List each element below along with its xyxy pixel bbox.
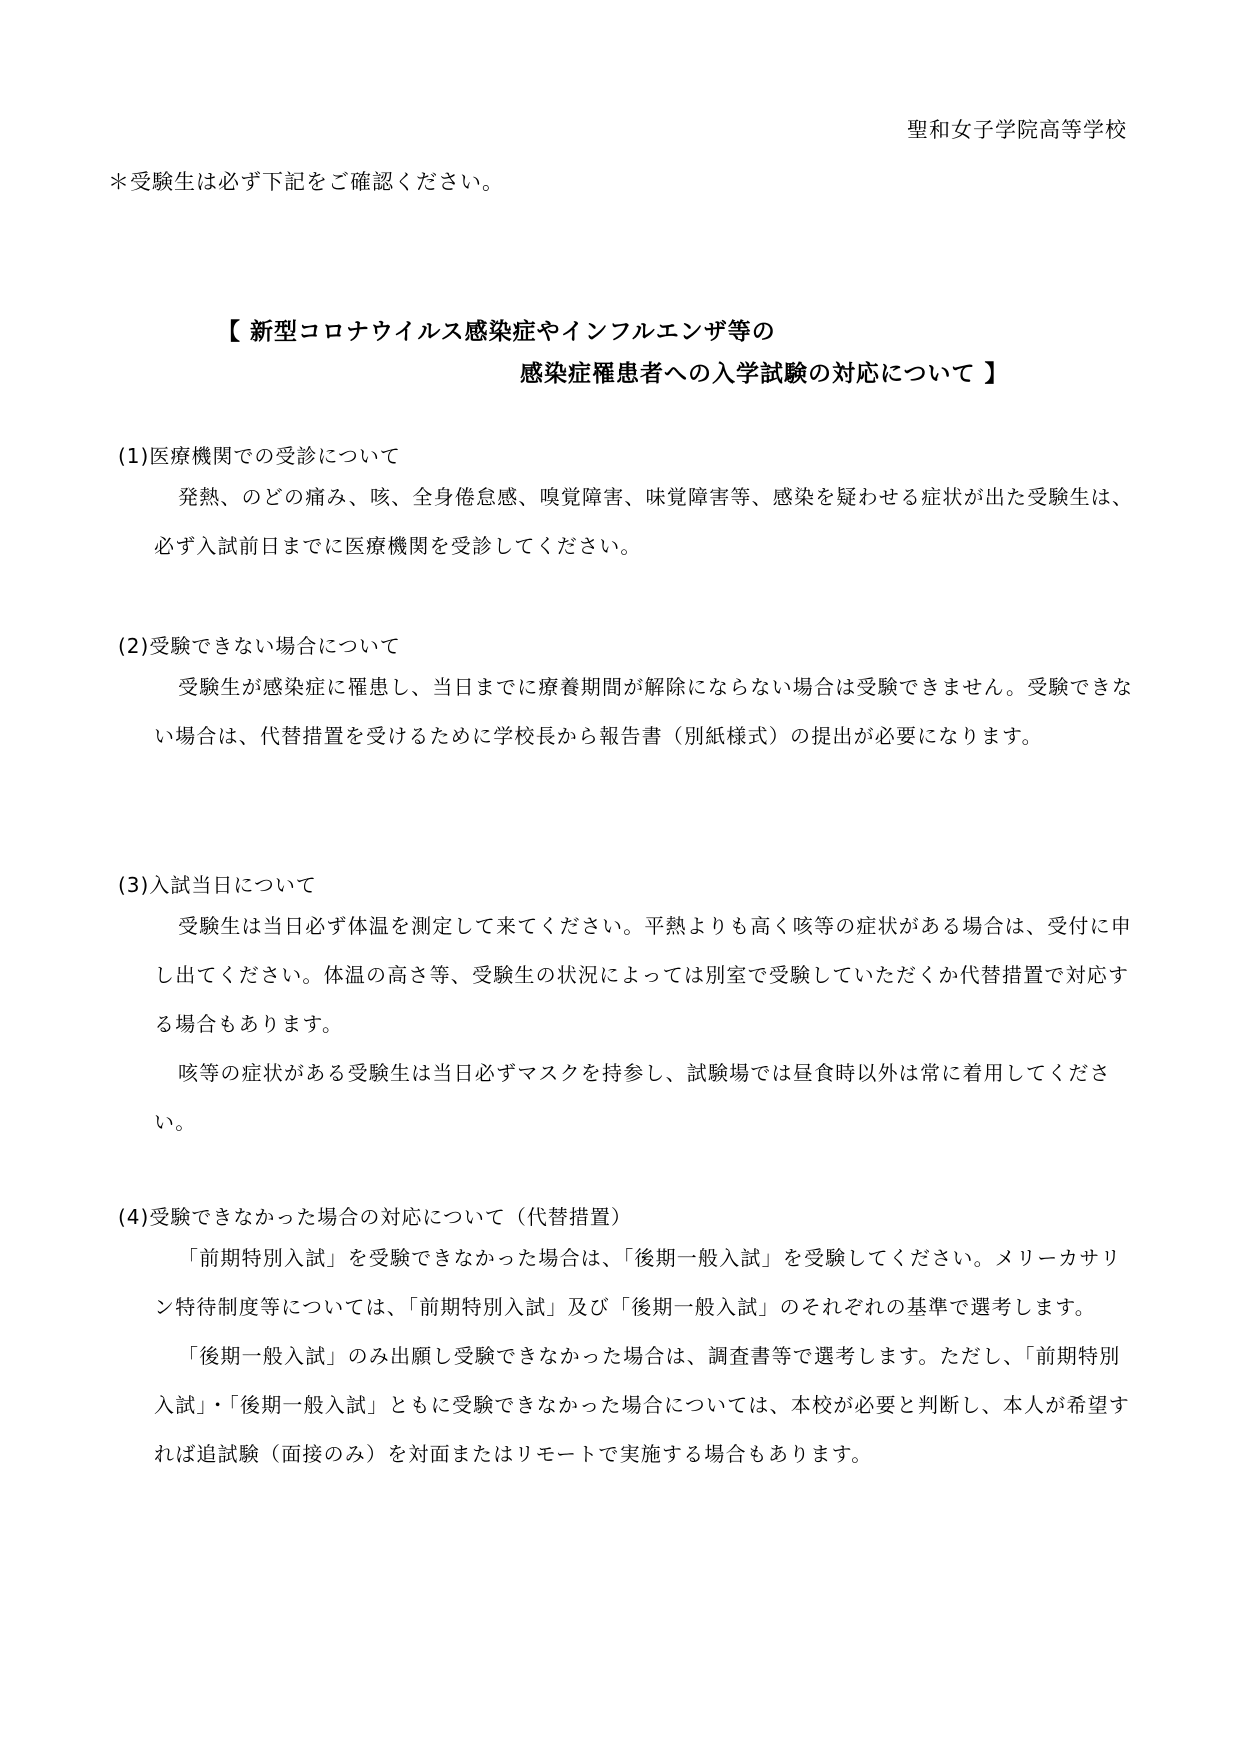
section-paragraph: 受験生は当日必ず体温を測定して来てください。平熱よりも高く咳等の症状がある場合は、受付に申し出てください。体温の高さ等、受験生の状況によっては別室で受験していただくか代替措置で対応する場合もあります。 <box>154 914 1132 1036</box>
section-paragraph: 発熱、のどの痛み、咳、全身倦怠感、嗅覚障害、味覚障害等、感染を疑わせる症状が出た受験生は、必ず入試前日までに医療機関を受診してください。 <box>154 485 1134 558</box>
section-paragraph: 「前期特別入試」を受験できなかった場合は、「後期一般入試」を受験してください。メリーカサリン特待制度等については、「前期特別入試」及び「後期一般入試」のそれぞれの基準で選考します。 <box>154 1246 1122 1319</box>
section-alternative-measures <box>118 1202 1138 1499</box>
section-exam-day <box>118 870 1138 1167</box>
section-unable-to-take-exam <box>118 631 1138 781</box>
section-heading: (4)受験できなかった場合の対応について（代替措置） <box>118 1205 632 1229</box>
document-title-line-2: 感染症罹患者への入学試験の対応について 】 <box>520 361 1009 387</box>
section-heading: (3)入試当日について <box>118 873 317 897</box>
section-heading: (1)医療機関での受診について <box>118 444 401 468</box>
section-paragraph: 「後期一般入試」のみ出願し受験できなかった場合は、調査書等で選考します。ただし、「前期特別入試」・「後期一般入試」ともに受験できなかった場合については、本校が必要と判断し、本人が希望すれば追試験（面接のみ）を対面またはリモートで実施する場合もあります。 <box>154 1344 1130 1466</box>
section-paragraph: 受験生が感染症に罹患し、当日までに療養期間が解除にならない場合は受験できません。受験できない場合は、代替措置を受けるために学校長から報告書（別紙様式）の提出が必要になります。 <box>154 675 1134 748</box>
document-title-line-1: 【 新型コロナウイルス感染症やインフルエンザ等の <box>217 319 776 345</box>
section-medical-consultation <box>118 441 1138 591</box>
notice-text: ＊受験生は必ず下記をご確認ください。 <box>108 170 504 194</box>
school-name: 聖和女子学院高等学校 <box>907 118 1127 142</box>
section-paragraph: 咳等の症状がある受験生は当日必ずマスクを持参し、試験場では昼食時以外は常に着用してください。 <box>154 1061 1111 1134</box>
section-heading: (2)受験できない場合について <box>118 634 401 658</box>
